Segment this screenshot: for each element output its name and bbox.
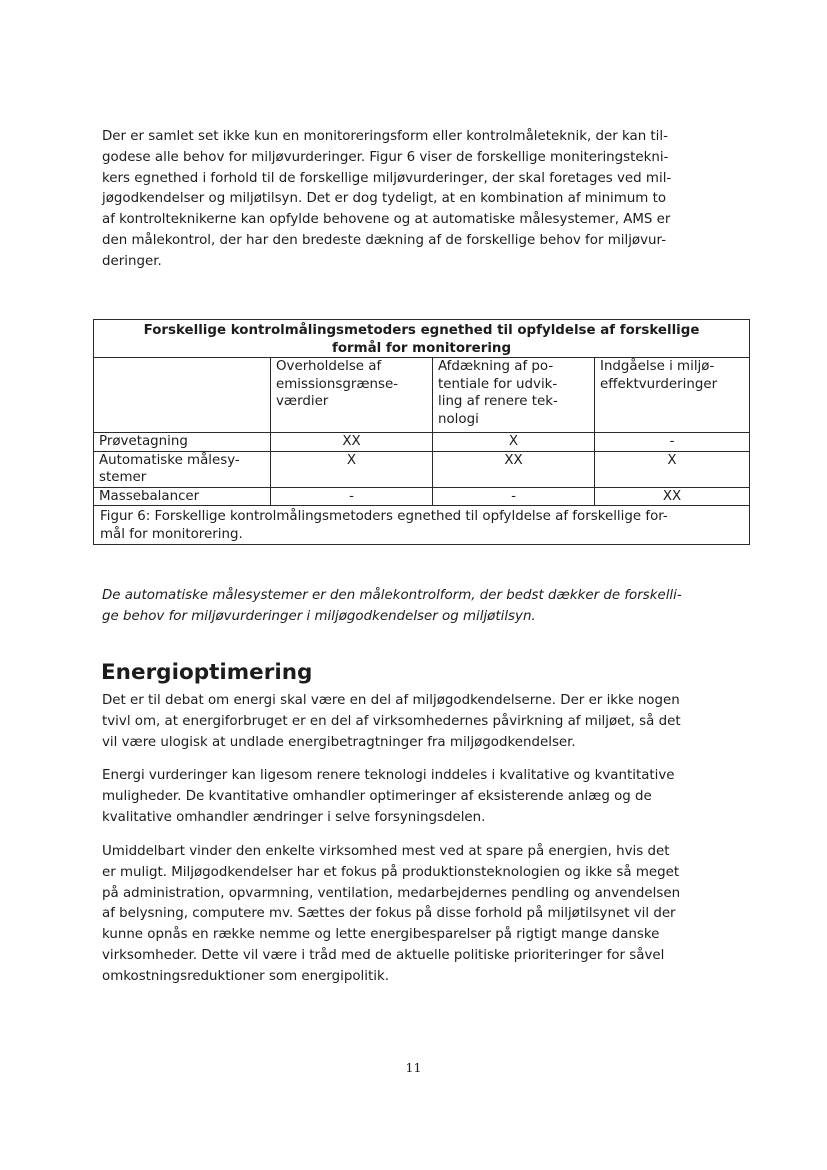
text-line: deringer. [102,253,162,269]
table-row [94,487,750,506]
text-line: kvalitative omhandler ændringer i selve forsyningsdelen. [102,809,486,825]
text-line: den målekontrol, der har den bredeste dækning af de forskellige behov for miljøvur- [102,232,667,248]
energy-paragraph-3 [102,842,742,988]
text-line: Energi vurderinger kan ligesom renere teknologi inddeles i kvalitative og kvantitative [102,768,675,783]
table-cell: - [271,487,433,506]
table-grid [93,319,750,545]
text-line: ge behov for miljøvurderinger i miljøgodkendelser og miljøtilsyn. [102,608,536,624]
text-line: De automatiske målesystemer er den målekontrolform, der bedst dækker de forskelli- [102,588,682,604]
table-title-row [94,320,750,358]
energy-paragraph-1 [102,691,742,753]
text-line: omkostningsreduktioner som energipolitik. [102,968,389,984]
row-label: Massebalancer [94,487,271,506]
italic-conclusion [102,586,747,627]
section-heading: Energioptimering [101,660,313,685]
text-line: tvivl om, at energiforbruget er en del af virksomhedernes påvirkning af miljøet, så det [102,713,681,729]
column-header-cleaner-tech: Afdækning af po- tentiale for udvik- ling af renere tek- nologi [433,358,595,433]
empty-header-cell [94,358,271,433]
table-cell: X [595,451,750,487]
row-label: Prøvetagning [94,433,271,452]
text-line: Det er til debat om energi skal være en del af miljøgodkendelserne. Der er ikke nogen [102,693,680,708]
column-header-compliance: Overholdelse af emissionsgrænse- værdier [271,358,433,433]
intro-paragraph [102,127,742,273]
text-line: af belysning, computere mv. Sættes der fokus på disse forhold på miljøtilsynet vil der [102,906,676,922]
text-line: virksomheder. Dette vil være i tråd med de aktuelle politiske prioriteringer for såvel [102,947,665,963]
text-line: Der er samlet set ikke kun en monitoreringsform eller kontrolmåleteknik, der kan til- [102,129,668,144]
table-row [94,433,750,452]
text-line: af kontrolteknikerne kan opfylde behovene og at automatiske målesystemer, AMS er [102,212,671,228]
figure-caption: Figur 6: Forskellige kontrolmålingsmetoders egnethed til opfyldelse af forskellige for- mål for monitorering. [94,506,750,545]
suitability-table [93,319,749,545]
energy-paragraph-2 [102,766,742,828]
table-cell: XX [433,451,595,487]
row-label: Automatiske målesy- stemer [94,451,271,487]
table-cell: XX [271,433,433,452]
table-cell: XX [595,487,750,506]
text-line: vil være ulogisk at undlade energibetragtninger fra miljøgodkendelser. [102,734,576,750]
table-cell: X [433,433,595,452]
table-header-row [94,358,750,433]
text-line: kers egnethed i forhold til de forskellige miljøvurderinger, der skal foretages ved mil- [102,170,672,186]
text-line: godese alle behov for miljøvurderinger. Figur 6 viser de forskellige moniteringstekni- [102,149,669,165]
column-header-impact-assessment: Indgåelse i miljø- effektvurderinger [595,358,750,433]
page-number: 11 [405,1060,422,1075]
text-line: jøgodkendelser og miljøtilsyn. Det er dog tydeligt, at en kombination af minimum to [102,191,667,207]
table-row [94,451,750,487]
text-line: Umiddelbart vinder den enkelte virksomhed mest ved at spare på energien, hvis det [102,844,670,859]
text-line: på administration, opvarmning, ventilation, medarbejdernes pendling og anvendelsen [102,885,681,901]
table-cell: - [595,433,750,452]
table-title: Forskellige kontrolmålingsmetoders egnethed til opfyldelse af forskellige formål for monitorering [94,320,750,358]
table-caption-row [94,506,750,545]
text-line: muligheder. De kvantitative omhandler optimeringer af eksisterende anlæg og de [102,788,652,804]
table-cell: - [433,487,595,506]
text-line: er muligt. Miljøgodkendelser har et fokus på produktionsteknologien og ikke så meget [102,864,680,880]
text-line: kunne opnås en række nemme og lette energibesparelser på rigtigt mange danske [102,927,660,943]
table-cell: X [271,451,433,487]
